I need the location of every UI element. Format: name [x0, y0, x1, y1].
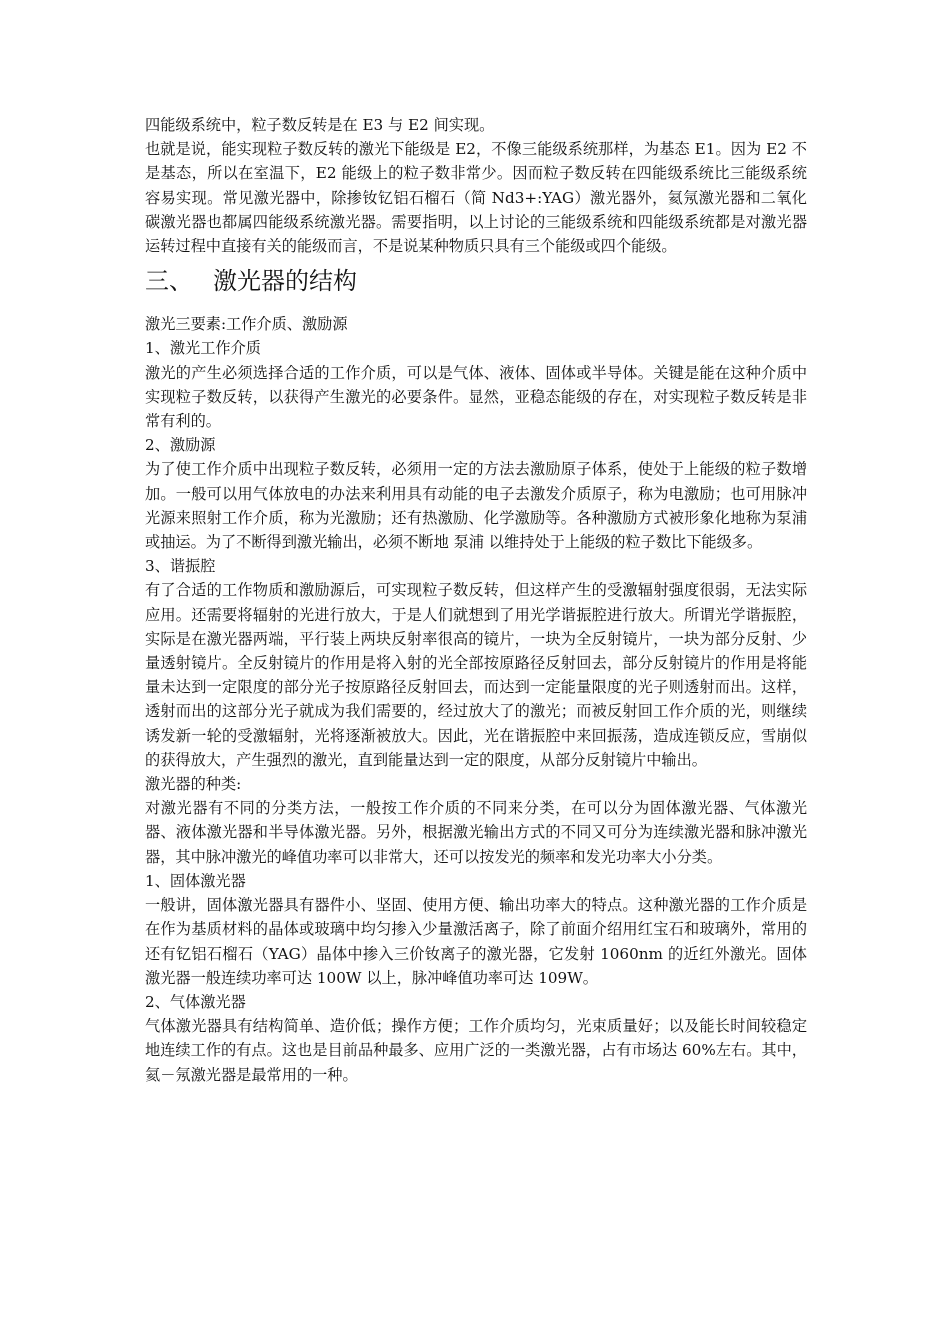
subsection-title-solid-laser: 1、固体激光器 [145, 871, 246, 890]
section-heading [145, 258, 807, 312]
subsection-title-gas-laser: 2、气体激光器 [145, 992, 246, 1011]
subsection-title-resonator: 3、谐振腔 [145, 557, 216, 576]
paragraph-resonator: 有了合适的工作物质和激励源后，可实现粒子数反转，但这样产生的受激辐射强度很弱，无法实际应用。还需要将辐射的光进行放大，于是人们就想到了用光学谐振腔进行放大。所谓光学谐振腔，实际是在激光器两端，平行装上两块反射率很高的镜片，一块为全反射镜片，一块为部分反射、少量透射镜片。全反射镜片的作用是将入射的光全部按原路径反射回去，部分反射镜片的作用是将能量未达到一定限度的部分光子按原路径反射回去，而达到一定能量限度的光子则透射而出。这样，透射而出的这部分光子就成为我们需要的，经过放大了的激光；而被反射回工作介质的光，则继续诱发新一轮的受激辐射，光将逐渐被放大。因此，光在谐振腔中来回振荡，造成连锁反应，雪崩似的获得放大，产生强烈的激光，直到能量达到一定的限度，从部分反射镜片中输出。 [145, 581, 807, 769]
section-number: 三、 [145, 267, 193, 296]
paragraph-medium: 激光的产生必须选择合适的工作介质，可以是气体、液体、固体或半导体。关键是能在这种介质中实现粒子数反转，以获得产生激光的必要条件。显然，亚稳态能级的存在，对实现粒子数反转是非常有利的。 [145, 363, 807, 431]
section-title: 激光器的结构 [213, 267, 357, 296]
paragraph-laser-types: 对激光器有不同的分类方法，一般按工作介质的不同来分类，在可以分为固体激光器、气体激光器、液体激光器和半导体激光器。另外，根据激光输出方式的不同又可分为连续激光器和脉冲激光器，其中脉冲激光的峰值功率可以非常大，还可以按发光的频率和发光功率大小分类。 [145, 799, 807, 866]
subsection-title-medium: 1、激光工作介质 [145, 339, 261, 358]
paragraph-gas-laser: 气体激光器具有结构简单、造价低；操作方便；工作介质均匀，光束质量好；以及能长时间较稳定地连续工作的有点。这也是目前品种最多、应用广泛的一类激光器，占有市场达 60%左右。其中，氦－氖激光器是最常用的一种。 [145, 1017, 807, 1084]
paragraph-pump: 为了使工作介质中出现粒子数反转，必须用一定的方法去激励原子体系，使处于上能级的粒子数增加。一般可以用气体放电的办法来利用具有动能的电子去激发介质原子，称为电激励；也可用脉冲光源来照射工作介质，称为光激励；还有热激励、化学激励等。各种激励方式被形象化地称为泵浦或抽运。为了不断得到激光输出，必须不断地 泵浦 以维持处于上能级的粒子数比下能级多。 [145, 460, 807, 552]
paragraph-four-level-explanation: 也就是说，能实现粒子数反转的激光下能级是 E2，不像三能级系统那样，为基态 E1。因为 E2 不是基态，所以在室温下，E2 能级上的粒子数非常少。因而粒子数反转在四能级系统比三能级系统容易实现。常见激光器中，除掺钕钇铝石榴石（简 Nd3+:YAG）激光器外，氦氖激光器和二氧化碳激光器也都属四能级系统激光器。需要指明，以上讨论的三能级系统和四能级系统都是对激光器运转过程中直接有关的能级而言，不是说某种物质只具有三个能级或四个能级。 [145, 140, 807, 256]
paragraph-four-level-inversion: 四能级系统中，粒子数反转是在 E3 与 E2 间实现。 [145, 116, 495, 134]
subsection-title-pump: 2、激励源 [145, 436, 216, 455]
laser-elements-intro: 激光三要素:工作介质、激励源 [145, 315, 348, 334]
document-page [145, 113, 807, 1087]
paragraph-solid-laser: 一般讲，固体激光器具有器件小、坚固、使用方便、输出功率大的特点。这种激光器的工作介质是在作为基质材料的晶体或玻璃中均匀掺入少量激活离子，除了前面介绍用红宝石和玻璃外，常用的还有钇铝石榴石（YAG）晶体中掺入三价钕离子的激光器，它发射 1060nm 的近红外激光。固体激光器一般连续功率可达 100W 以上，脉冲峰值功率可达 109W。 [145, 896, 807, 987]
subsection-title-laser-types: 激光器的种类: [145, 775, 242, 794]
